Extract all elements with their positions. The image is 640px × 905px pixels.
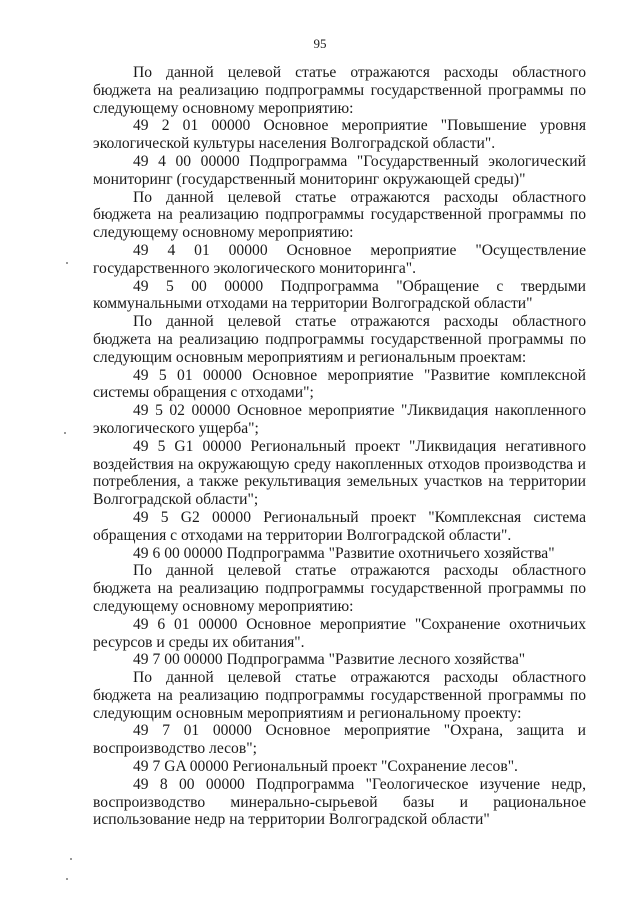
paragraph-article-49-4-01: 49 4 01 00000 Основное мероприятие "Осуществление государственного экологического мониторинга". xyxy=(93,241,586,277)
paragraph-subprogram-49-6: 49 6 00 00000 Подпрограмма "Развитие охотничьего хозяйства" xyxy=(133,544,555,562)
paragraph-article-49-5-01: 49 5 01 00000 Основное мероприятие "Развитие комплексной системы обращения с отходами"; xyxy=(93,366,586,402)
paragraph-article-49-7-01: 49 7 01 00000 Основное мероприятие "Охрана, защита и воспроизводство лесов"; xyxy=(93,722,586,758)
scan-speck xyxy=(64,432,66,434)
paragraph-subprogram-49-5: 49 5 00 00000 Подпрограмма "Обращение с твердыми коммунальными отходами на территории Волгоградской области" xyxy=(93,277,586,313)
paragraph-project-49-5-g1: 49 5 G1 00000 Региональный проект "Ликвидация негативного воздействия на окружающую среду накопленных отходов производства и потребления, а также рекультивация земельных участков на территории Волгоградской области"; xyxy=(93,437,586,509)
scan-speck xyxy=(70,858,72,860)
paragraph-budget-note-5: По данной целевой статье отражаются расходы областного бюджета на реализацию подпрограммы государственной программы по следующим основным мероприятиям и региональному проекту: xyxy=(93,669,586,722)
paragraph-article-49-2-01: 49 2 01 00000 Основное мероприятие "Повышение уровня экологической культуры населения Волгоградской области". xyxy=(93,117,586,153)
paragraph-subprogram-49-7: 49 7 00 00000 Подпрограмма "Развитие лесного хозяйства" xyxy=(133,651,526,669)
paragraph-budget-note-4: По данной целевой статье отражаются расходы областного бюджета на реализацию подпрограммы государственной программы по следующему основному мероприятию: xyxy=(93,562,586,615)
document-body xyxy=(93,64,586,829)
paragraph-budget-note-2: По данной целевой статье отражаются расходы областного бюджета на реализацию подпрограммы государственной программы по следующему основному мероприятию: xyxy=(93,188,586,242)
paragraph-article-49-5-02: 49 5 02 00000 Основное мероприятие "Ликвидация накопленного экологического ущерба"; xyxy=(93,402,586,437)
paragraph-project-49-5-g2: 49 5 G2 00000 Региональный проект "Комплексная система обращения с отходами на территории Волгоградской области". xyxy=(93,508,586,544)
paragraph-subprogram-49-8: 49 8 00 00000 Подпрограмма "Геологическое изучение недр, воспроизводство минерально-сырьевой базы и рациональное использование недр на территории Волгоградской области" xyxy=(93,775,586,829)
paragraph-project-49-7-ga: 49 7 GA 00000 Региональный проект "Сохранение лесов". xyxy=(133,758,518,776)
paragraph-article-49-6-01: 49 6 01 00000 Основное мероприятие "Сохранение охотничьих ресурсов и среды их обитания". xyxy=(93,615,586,651)
paragraph-budget-note-1: По данной целевой статье отражаются расходы областного бюджета на реализацию подпрограммы государственной программы по следующему основному мероприятию: xyxy=(93,64,586,117)
scan-speck xyxy=(66,878,68,880)
paragraph-budget-note-3: По данной целевой статье отражаются расходы областного бюджета на реализацию подпрограммы государственной программы по следующим основным мероприятиям и региональным проектам: xyxy=(93,313,586,366)
scan-speck xyxy=(66,262,68,264)
paragraph-subprogram-49-4: 49 4 00 00000 Подпрограмма "Государственный экологический мониторинг (государственный мониторинг окружающей среды)" xyxy=(93,152,586,188)
page-number: 95 xyxy=(313,36,327,51)
